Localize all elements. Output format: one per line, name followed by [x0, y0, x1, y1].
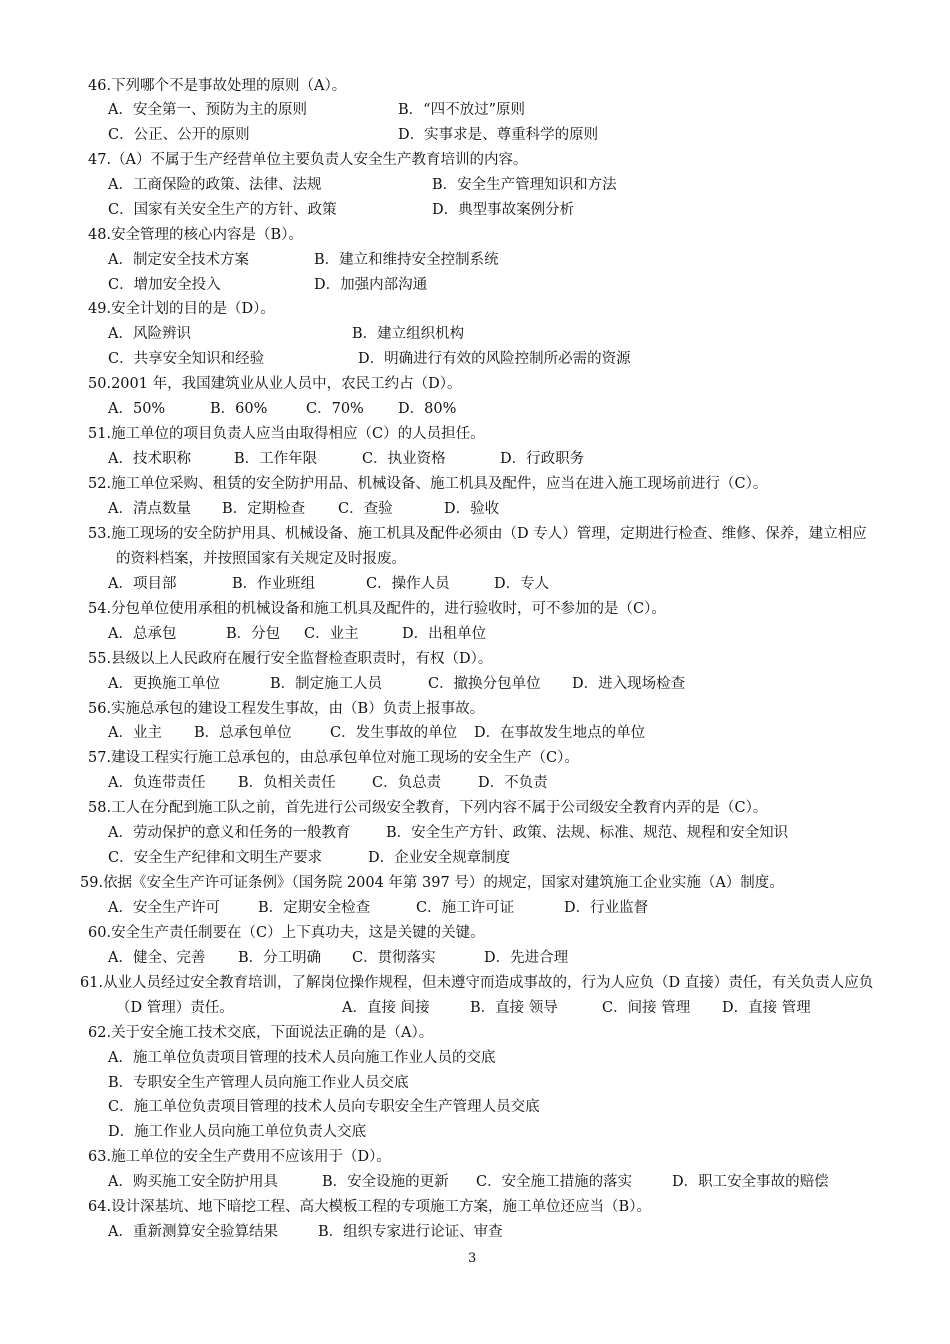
option-60-a: A．健全、完善 [108, 950, 206, 966]
question-46: 46.下列哪个不是事故处理的原则（A）。 [88, 78, 347, 94]
option-51-b: B．工作年限 [234, 451, 318, 467]
question-63: 63.施工单位的安全生产费用不应该用于（D）。 [88, 1149, 391, 1165]
option-48-c: C．增加安全投入 [108, 277, 221, 293]
option-61-b: B．直接 领导 [470, 1000, 558, 1016]
option-55-d: D．进入现场检查 [572, 676, 686, 692]
option-47-c: C．国家有关安全生产的方针、政策 [108, 202, 337, 218]
question-50: 50.2001 年，我国建筑业从业人员中，农民工约占（D）。 [88, 376, 462, 392]
option-60-b: B．分工明确 [238, 950, 322, 966]
option-49-d: D．明确进行有效的风险控制所必需的资源 [358, 351, 631, 367]
option-52-c: C．查验 [338, 501, 393, 517]
option-57-d: D．不负责 [478, 775, 548, 791]
option-56-d: D．在事故发生地点的单位 [474, 725, 646, 741]
option-46-a: A．安全第一、预防为主的原则 [108, 102, 307, 118]
option-54-d: D．出租单位 [402, 626, 487, 642]
question-53-cont: 的资料档案，并按照国家有关规定及时报废。 [116, 551, 406, 567]
option-63-a: A．购买施工安全防护用具 [108, 1174, 278, 1190]
option-58-a: A．劳动保护的意义和任务的一般教育 [108, 825, 351, 841]
option-46-b: B．“四不放过”原则 [398, 102, 525, 118]
question-47: 47.（A）不属于生产经营单位主要负责人安全生产教育培训的内容。 [88, 152, 528, 168]
question-58: 58.工人在分配到施工队之前，首先进行公司级安全教育，下列内容不属于公司级安全教育内弄的是（C）。 [88, 800, 768, 816]
question-52: 52.施工单位采购、租赁的安全防护用品、机械设备、施工机具及配件，应当在进入施工现场前进行（C）。 [88, 476, 768, 492]
option-62-b: B．专职安全生产管理人员向施工作业人员交底 [108, 1075, 409, 1091]
question-56: 56.实施总承包的建设工程发生事故，由（B）负责上报事故。 [88, 701, 485, 717]
option-56-a: A．业主 [108, 725, 162, 741]
option-47-b: B．安全生产管理知识和方法 [432, 177, 617, 193]
option-55-a: A．更换施工单位 [108, 676, 220, 692]
option-61-a: A．直接 间接 [342, 1000, 430, 1016]
option-53-c: C．操作人员 [366, 576, 450, 592]
option-59-c: C．施工许可证 [416, 900, 515, 916]
option-62-a: A．施工单位负责项目管理的技术人员向施工作业人员的交底 [108, 1050, 496, 1066]
option-51-d: D．行政职务 [500, 451, 585, 467]
option-57-a: A．负连带责任 [108, 775, 206, 791]
option-56-b: B．总承包单位 [194, 725, 292, 741]
option-64-b: B．组织专家进行论证、审查 [318, 1224, 503, 1240]
option-50-a: A．50% [108, 401, 166, 417]
option-54-a: A．总承包 [108, 626, 177, 642]
option-53-a: A．项目部 [108, 576, 177, 592]
option-54-c: C．业主 [304, 626, 359, 642]
option-61-c: C．间接 管理 [602, 1000, 691, 1016]
option-59-b: B．定期安全检查 [258, 900, 371, 916]
option-47-a: A．工商保险的政策、法律、法规 [108, 177, 322, 193]
option-52-b: B．定期检查 [222, 501, 306, 517]
option-63-b: B．安全设施的更新 [322, 1174, 449, 1190]
option-50-d: D．80% [398, 401, 457, 417]
option-58-b: B．安全生产方针、政策、法规、标准、规范、规程和安全知识 [386, 825, 789, 841]
option-52-d: D．验收 [444, 501, 500, 517]
option-53-b: B．作业班组 [232, 576, 316, 592]
option-59-d: D．行业监督 [564, 900, 649, 916]
option-46-c: C．公正、公开的原则 [108, 127, 250, 143]
option-52-a: A．清点数量 [108, 501, 191, 517]
question-60: 60.安全生产责任制要在（C）上下真功夫，这是关键的关键。 [88, 925, 485, 941]
option-60-d: D．先进合理 [484, 950, 569, 966]
option-50-b: B．60% [210, 401, 268, 417]
option-53-d: D．专人 [494, 576, 550, 592]
question-53: 53.施工现场的安全防护用具、机械设备、施工机具及配件必须由（D 专人）管理，定期进行检查、维修、保养，建立相应 [88, 526, 867, 542]
option-49-c: C．共享安全知识和经验 [108, 351, 265, 367]
option-59-a: A．安全生产许可 [108, 900, 220, 916]
question-48: 48.安全管理的核心内容是（B）。 [88, 227, 303, 243]
option-60-c: C．贯彻落实 [352, 950, 436, 966]
option-62-c: C．施工单位负责项目管理的技术人员向专职安全生产管理人员交底 [108, 1099, 540, 1115]
question-62: 62.关于安全施工技术交底，下面说法正确的是（A）。 [88, 1025, 434, 1041]
option-63-c: C．安全施工措施的落实 [476, 1174, 633, 1190]
question-54: 54.分包单位使用承租的机械设备和施工机具及配件的，进行验收时，可不参加的是（C）。 [88, 601, 666, 617]
option-64-a: A．重新测算安全验算结果 [108, 1224, 278, 1240]
option-46-d: D．实事求是、尊重科学的原则 [398, 127, 599, 143]
option-49-a: A．风险辨识 [108, 326, 191, 342]
option-50-c: C．70% [306, 401, 364, 417]
option-55-c: C．撤换分包单位 [428, 676, 541, 692]
question-64: 64.设计深基坑、地下暗挖工程、高大模板工程的专项施工方案，施工单位还应当（B）。 [88, 1199, 651, 1215]
question-51: 51.施工单位的项目负责人应当由取得相应（C）的人员担任。 [88, 426, 485, 442]
question-57: 57.建设工程实行施工总承包的，由总承包单位对施工现场的安全生产（C）。 [88, 750, 579, 766]
option-57-b: B．负相关责任 [238, 775, 336, 791]
option-62-d: D．施工作业人员向施工单位负责人交底 [108, 1124, 367, 1140]
option-48-b: B．建立和维持安全控制系统 [314, 252, 499, 268]
option-58-c: C．安全生产纪律和文明生产要求 [108, 850, 323, 866]
option-49-b: B．建立组织机构 [352, 326, 465, 342]
option-55-b: B．制定施工人员 [270, 676, 383, 692]
option-48-d: D．加强内部沟通 [314, 277, 428, 293]
page-number: 3 [468, 1251, 477, 1266]
option-63-d: D．职工安全事故的赔偿 [672, 1174, 829, 1190]
question-49: 49.安全计划的目的是（D）。 [88, 301, 275, 317]
option-48-a: A．制定安全技术方案 [108, 252, 249, 268]
option-51-a: A．技术职称 [108, 451, 191, 467]
option-56-c: C．发生事故的单位 [330, 725, 458, 741]
question-59: 59.依据《安全生产许可证条例》（国务院 2004 年第 397 号）的规定，国家对建筑施工企业实施（A）制度。 [80, 875, 784, 891]
option-51-c: C．执业资格 [362, 451, 446, 467]
question-61-cont: （D 管理）责任。 [116, 1000, 234, 1016]
option-47-d: D．典型事故案例分析 [432, 202, 575, 218]
option-58-d: D．企业安全规章制度 [368, 850, 511, 866]
question-61: 61.从业人员经过安全教育培训，了解岗位操作规程，但未遵守而造成事故的，行为人应负（D 直接）责任，有关负责人应负 [80, 975, 874, 991]
option-57-c: C．负总责 [372, 775, 442, 791]
question-55: 55.县级以上人民政府在履行安全监督检查职责时，有权（D）。 [88, 651, 493, 667]
option-61-d: D．直接 管理 [722, 1000, 811, 1016]
option-54-b: B．分包 [226, 626, 281, 642]
